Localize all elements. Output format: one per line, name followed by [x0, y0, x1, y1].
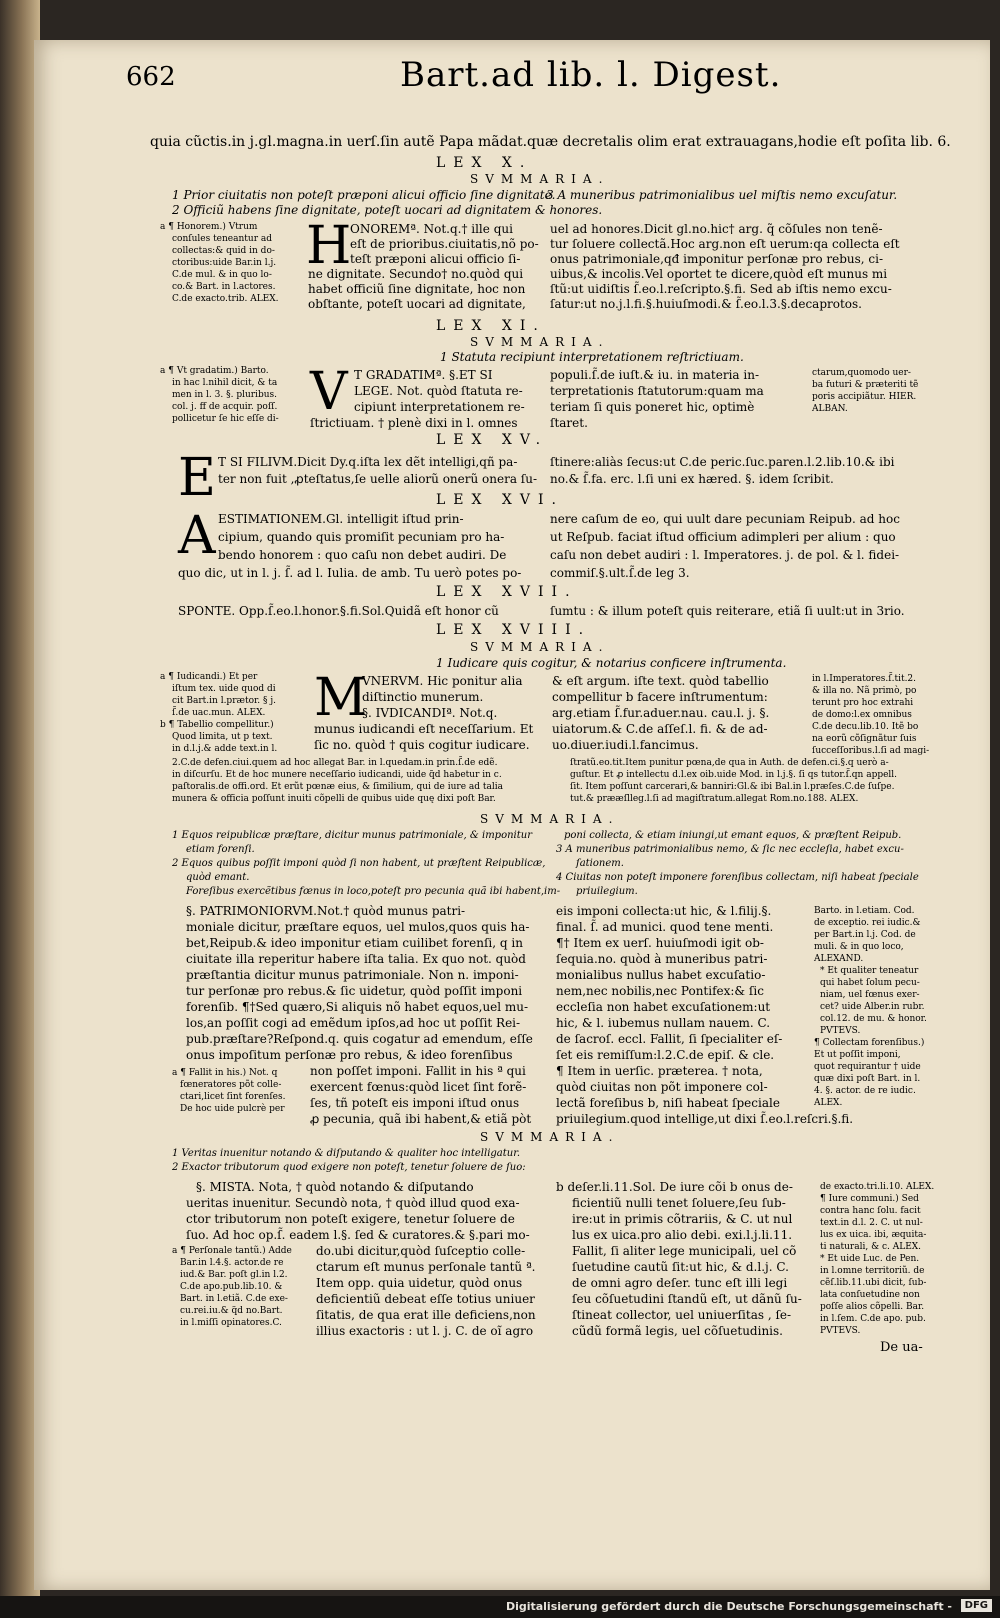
- text-line: quo dic, ut in l. j. ſ̃. ad l. Iulia. de amb. Tu uerò potes po-: [178, 566, 522, 580]
- gloss-line: a ¶ Honorem.) Vtrum: [160, 222, 258, 232]
- text-line: ESTIMATIONEM.Gl. intelligit iſtud prin-: [218, 512, 464, 526]
- text-line: præſtantia dicitur munus patrimoniale. Non n. imponi-: [186, 968, 519, 982]
- gloss-line: co.& Bart. in l.actores.: [172, 282, 276, 292]
- gloss-line: qui habet ſolum pecu-: [820, 978, 920, 988]
- text-line: ſuo. Ad hoc op.ſ̃. eadem l.§. ſed & curatores.& §.pari mo-: [186, 1228, 530, 1242]
- summary-item: priuilegium.: [576, 886, 638, 897]
- running-title: Bart.ad lib. l. Digest.: [400, 55, 782, 95]
- text-line: forenſib. ¶†Sed quæro,Si aliquis nõ habet equos,uel mu-: [186, 1000, 529, 1014]
- text-line: uo.diuer.iudi.l.fancimus.: [552, 738, 699, 752]
- gloss-line: ſucceſſoribus.l.ſi ad magi-: [812, 746, 930, 756]
- summary-item: 2 Equos quibus poſſit imponi quòd ſi non habent, ut præſtent Reipublicæ,: [172, 858, 546, 869]
- text-line: monialibus nullus habet excuſatio-: [556, 968, 766, 982]
- text-line: ſeu cõſuetudini ſtandũ eſt, ut dãnũ ſu-: [572, 1292, 802, 1306]
- gloss-line: ſ̃.de uac.mun. ALEX.: [172, 708, 266, 718]
- gloss-line: collectas:& quid in do-: [172, 246, 275, 256]
- gloss-line: contra hanc ſolu. facit: [820, 1206, 921, 1216]
- text-line: ne dignitate. Secundo† no.quòd qui: [308, 267, 524, 281]
- text-line: Fallit, ſi aliter lege municipali, uel cõ: [572, 1244, 797, 1258]
- text-line: compellitur b facere inſtrumentum:: [552, 690, 768, 704]
- gloss-line: De hoc uide pulcrè per: [180, 1104, 285, 1114]
- text-line: ſtineat collector, uel uniuerſitas , ſe-: [572, 1308, 792, 1322]
- text-line: Item opp. quia uidetur, quòd onus: [316, 1276, 523, 1290]
- page-number: 662: [126, 62, 176, 92]
- text-line: & eſt argum. iſte text. quòd tabellio: [552, 674, 769, 688]
- text-line: ſatur:ut no.j.l.fi.§.huiuſmodi.& ſ̃.eo.l.3.§.decaprotos.: [550, 297, 862, 311]
- summaria-heading: SVMMARIA.: [470, 172, 610, 186]
- gloss-line: C.de exacto.trib. ALEX.: [172, 294, 279, 304]
- text-line: §. IVDICANDIª. Not.q.: [362, 706, 498, 720]
- text-line: ſet eis remiſſum:l.2.C.de epiſ. & cle.: [556, 1048, 775, 1062]
- drop-initial: V: [310, 362, 348, 422]
- gloss-line: col.12. de mu. & honor.: [820, 1014, 927, 1024]
- summaria-heading: SVMMARIA.: [480, 1130, 620, 1144]
- text-line: ſuetudine cautũ ſit:ut hic, & d.l.j. C.: [572, 1260, 789, 1274]
- summary-item: 3 A muneribus patrimonialibus nemo, & ſic nec eccleſia, habet excu-: [556, 844, 904, 855]
- text-line: hic, & l. iubemus nullam nauem. C.: [556, 1016, 771, 1030]
- text-line: nem,nec nobilis,nec Pontifex:& ſic: [556, 984, 764, 998]
- text-line: bet,Reipub.& ideo imponitur etiam cuilibet forenſi, q in: [186, 936, 523, 950]
- footer-credit: Digitalisierung gefördert durch die Deutsche Forschungsgemeinschaft -: [505, 1600, 952, 1613]
- text-line: eſt de prioribus.ciuitatis,nõ po-: [350, 237, 539, 251]
- summary-item: 1 Statuta recipiunt interpretationem reſtrictiuam.: [440, 350, 744, 364]
- text-line: ſitatis, de qua erat ille deficiens,non: [316, 1308, 536, 1322]
- text-line: cipium, quando quis promiſit pecuniam pro ha-: [218, 530, 505, 544]
- gloss-line: men in l. 3. §. pluribus.: [172, 390, 277, 400]
- text-line: ONOREMª. Not.q.† ille qui: [350, 222, 513, 236]
- gloss-line: cet? uide Alber.in rubr.: [820, 1002, 925, 1012]
- lex-heading: LEX XI.: [436, 318, 546, 334]
- text-line: ter non fuit ,ꝓteſtatus,ſe uelle aliorũ onerũ onera ſu-: [218, 472, 538, 486]
- gloss-line: cẽſ.lib.11.ubi dicit, ſub-: [820, 1278, 927, 1288]
- gloss-line: ctarum,quomodo uer-: [812, 368, 911, 378]
- gloss-line: in l.omne territoriũ. de: [820, 1266, 925, 1276]
- gloss-line: Quod limita, ut p text.: [172, 732, 273, 742]
- gloss-line: ALEX.: [814, 1098, 843, 1108]
- summary-item: Foreſibus exercẽtibus fœnus in loco,poteſt pro pecunia quã ibi habent,im-: [186, 886, 561, 897]
- gloss-line: conſules teneantur ad: [172, 234, 272, 244]
- text-line: ut Reſpub. faciat iſtud officium adimpleri per alium : quo: [550, 530, 896, 544]
- gloss-line: muli. & in quo loco,: [814, 942, 904, 952]
- text-line: nere caſum de eo, qui uult dare pecuniam Reipub. ad hoc: [550, 512, 900, 526]
- gloss-line: ſtratũ.eo.tit.Item punitur pœna,de qua in Auth. de defen.ci.§.q uerò a-: [570, 758, 889, 768]
- top-line: quia cũctis.in j.gl.magna.in uerſ.ſin autẽ Papa mãdat.quæ decretalis olim erat extrauagans,hodie eſt poſita lib. 6.: [150, 134, 951, 150]
- text-line: arg.etiam ſ̃.fur.aduer.nau. cau.l. j. §.: [552, 706, 770, 720]
- summary-item: 4 Ciuitas non poteſt imponere forenſibus collectam, niſi habeat ſpeciale: [556, 872, 919, 883]
- gloss-line: ctoribus:uide Bar.in l.j.: [172, 258, 277, 268]
- gloss-line: ba futuri & præteriti tẽ: [812, 380, 919, 390]
- summary-item: 1 Iudicare quis cogitur, & notarius conficere inſtrumenta.: [436, 656, 787, 670]
- gloss-line: na eorũ cõſignãtur ſuis: [812, 734, 917, 744]
- gloss-line: ¶ Iure communi.) Sed: [820, 1194, 919, 1204]
- gloss-line: iſtum tex. uide quod di: [172, 684, 276, 694]
- gloss-line: ALEXAND.: [814, 954, 864, 964]
- text-line: ꝓ pecunia, quã ibi habent,& etiã pòt: [310, 1112, 532, 1126]
- gloss-line: de exacto.tri.li.10. ALEX.: [820, 1182, 935, 1192]
- text-line: diſtinctio munerum.: [362, 690, 484, 704]
- gloss-line: ti naturali, & c. ALEX.: [820, 1242, 922, 1252]
- gloss-line: cu.rei.iu.& q̃d no.Bart.: [180, 1306, 283, 1316]
- gloss-line: in l.miſſi opinatores.C.: [180, 1318, 282, 1328]
- summaria-heading: SVMMARIA.: [470, 640, 610, 654]
- gloss-line: ALBAN.: [812, 404, 848, 414]
- gloss-line: quæ dixi poſt Bart. in l.: [814, 1074, 921, 1084]
- text-line: onus patrimoniale,qđ imponitur perſonæ pro rebus, ci-: [550, 252, 884, 266]
- drop-initial: E: [178, 448, 216, 508]
- gloss-line: pollicetur ſe hic eſſe di-: [172, 414, 279, 424]
- text-line: deficientiũ debeat eſſe totius uniuer: [316, 1292, 535, 1306]
- text-line: de omni agro deſer. tunc eſt illi legi: [572, 1276, 788, 1290]
- text-line: eis imponi collecta:ut hic, & l.filij.§.: [556, 904, 772, 918]
- gloss-line: poſſe alios cõpelli. Bar.: [820, 1302, 925, 1312]
- text-line: populi.ſ̃.de iuſt.& iu. in materia in-: [550, 368, 759, 382]
- gloss-line: Bar.in l.4.§. actor.de re: [180, 1258, 284, 1268]
- text-line: uiatorum.& C.de aſſeſ.l. fi. & de ad-: [552, 722, 768, 736]
- gloss-line: ¶ Collectam forenſibus.): [814, 1038, 925, 1048]
- text-line: terpretationis ſtatutorum:quam ma: [550, 384, 764, 398]
- text-line: ctarum eſt munus perſonale tantũ ª.: [316, 1260, 536, 1274]
- gloss-line: C.de decu.lib.10. Itẽ bo: [812, 722, 919, 732]
- summary-item: etiam forenſi.: [186, 844, 255, 855]
- text-line: ſtrictiuam. † plenè dixi in l. omnes: [310, 416, 518, 430]
- gloss-line: a ¶ Iudicandi.) Et per: [160, 672, 258, 682]
- text-line: lectã foreſibus b, niſi habeat ſpeciale: [556, 1096, 780, 1110]
- text-line: exercent fœnus:quòd licet ſint forẽ-: [310, 1080, 527, 1094]
- text-line: ſtaret.: [550, 416, 588, 430]
- text-line: VNERVM. Hic ponitur alia: [362, 674, 523, 688]
- summary-item: 1 Veritas inuenitur notando & diſputando & qualiter hoc intelligatur.: [172, 1148, 521, 1159]
- gloss-line: de exceptio. rei iudic.&: [814, 918, 921, 928]
- text-line: lus ex uica.pro alio debi. exi.l.j.li.11.: [572, 1228, 793, 1242]
- text-line: ſtinere:aliàs ſecus:ut C.de peric.ſuc.paren.l.2.lib.10.& ibi: [550, 455, 895, 469]
- summary-item: ſationem.: [576, 858, 624, 869]
- gloss-line: niam, uel fœnus exer-: [820, 990, 920, 1000]
- text-line: ficientiũ nulli tenet ſoluere,ſeu ſub-: [572, 1196, 786, 1210]
- text-line: uel ad honores.Dicit gl.no.hic† arg. q̃ cõſules non tenẽ-: [550, 222, 883, 236]
- gloss-line: a ¶ Vt gradatim.) Barto.: [160, 366, 269, 376]
- text-line: cipiunt interpretationem re-: [354, 400, 525, 414]
- text-line: eccleſia non habet excuſationem:ut: [556, 1000, 771, 1014]
- gloss-line: quot requirantur † uide: [814, 1062, 921, 1072]
- text-line: onus impoſitum perſonæ pro rebus, & ideo forenſibus: [186, 1048, 513, 1062]
- gloss-line: in d.l.j.& adde text.in l.: [172, 744, 278, 754]
- summary-item: poni collecta, & etiam iniungi,ut emant equos, & præſtent Reipub.: [564, 830, 902, 841]
- lex-heading: LEX XVI.: [436, 492, 564, 508]
- gloss-line: PVTEVS.: [820, 1026, 861, 1036]
- gloss-line: C.de mul. & in quo lo-: [172, 270, 272, 280]
- gloss-line: tut.& prææſlleg.l.ſi ad magiſtratum.allegat Rom.no.188. ALEX.: [570, 794, 859, 804]
- gloss-line: Et ut poſſit imponi,: [814, 1050, 901, 1060]
- text-line: uibus,& incolis.Vel oportet te dicere,quòd eſt munus mi: [550, 267, 888, 281]
- gloss-line: 4. §. actor. de re iudic.: [814, 1086, 916, 1096]
- text-line: cũdũ formã legis, uel cõſuetudinis.: [572, 1324, 783, 1338]
- text-line: T GRADATIMª. §.ET SI: [354, 368, 493, 382]
- gloss-line: PVTEVS.: [820, 1326, 861, 1336]
- catchword: De ua-: [880, 1340, 923, 1355]
- text-line: bendo honorem : quo caſu non debet audiri. De: [218, 548, 507, 562]
- text-line: ueritas inuenitur. Secundò nota, † quòd illud quod exa-: [186, 1196, 520, 1210]
- text-line: ¶ Item in uerſic. præterea. † nota,: [556, 1064, 763, 1078]
- text-line: §. MISTA. Nota, † quòd notando & diſputando: [196, 1180, 474, 1194]
- summaria-heading: SVMMARIA.: [480, 812, 620, 826]
- summary-item: 3 A muneribus patrimonialibus uel miſtis nemo excuſatur.: [546, 188, 898, 202]
- text-line: moniale dicitur, præſtare equos, uel mulos,quos quis ha-: [186, 920, 530, 934]
- drop-initial: A: [178, 506, 216, 566]
- text-line: T SI FILIVM.Dicit Dy.q.iſta lex dẽt intelligi,qñ pa-: [218, 455, 518, 469]
- text-line: non poſſet imponi. Fallit in his ª qui: [310, 1064, 526, 1078]
- gloss-line: col. j. ff de acquir. poſſ.: [172, 402, 278, 412]
- text-line: ſtũ:ut uidiſtis ſ̃.eo.l.reſcripto.§.fi. Sed ab iſtis nemo excu-: [550, 282, 892, 296]
- text-line: los,an poſſit cogi ad emẽdum ipſos,ad hoc ut poſſit Rei-: [186, 1016, 521, 1030]
- lex-heading: LEX XVII.: [436, 584, 578, 600]
- text-line: teriam ſi quis poneret hic, optimè: [550, 400, 755, 414]
- gloss-line: a ¶ Fallit in his.) Not. q: [172, 1068, 278, 1078]
- text-line: LEGE. Not. quòd ſtatuta re-: [354, 384, 523, 398]
- text-line: b deſer.li.11.Sol. De iure cõi b onus de-: [556, 1180, 793, 1194]
- gloss-line: de domo:l.ex omnibus: [812, 710, 912, 720]
- text-line: illius exactoris : ut l. j. C. de oĩ agro: [316, 1324, 534, 1338]
- text-line: final. ſ̃. ad munici. quod tene menti.: [556, 920, 774, 934]
- summary-item: quòd emant.: [186, 872, 250, 883]
- lex-heading: LEX XV.: [436, 432, 549, 448]
- summary-item: 1 Equos reipublicæ præſtare, dicitur munus patrimoniale, & imponitur: [172, 830, 532, 841]
- text-line: ciuitate illa reperitur habere iſta talia. Ex quo not. quòd: [186, 952, 526, 966]
- gloss-line: ctari,licet ſint forenſes.: [180, 1092, 286, 1102]
- gloss-line: lata conſuetudine non: [820, 1290, 920, 1300]
- gloss-line: terunt pro hoc extrahi: [812, 698, 914, 708]
- text-line: tur ſoluere collectã.Hoc arg.non eſt uerum:qa collecta eſt: [550, 237, 900, 251]
- gloss-line: paſtoralis.de offi.ord. Et erũt pœnæ eius, & ſimilium, qui de iure ad talia: [172, 782, 503, 792]
- text-line: caſu non debet audiri : l. Imperatores. j. de pol. & l. fidei-: [550, 548, 900, 562]
- gloss-line: Barto. in l.etiam. Cod.: [814, 906, 915, 916]
- gloss-line: in l.Imperatores.ſ̃.tit.2.: [812, 674, 917, 684]
- text-line: SPONTE. Opp.ſ̃.eo.l.honor.§.fi.Sol.Quidã eſt honor cũ: [178, 604, 499, 618]
- text-line: pub.præſtare?Reſpond.q. quis cogatur ad emendum, eſſe: [186, 1032, 533, 1046]
- text-line: ſumtu : & illum poteſt quis reiterare, etiã ſi uult:ut in 3rio.: [550, 604, 905, 618]
- gloss-line: per Bart.in l.j. Cod. de: [814, 930, 916, 940]
- gloss-line: iud.& Bar. poſt gl.in l.2.: [180, 1270, 288, 1280]
- summary-item: 2 Exactor tributorum quod exigere non poteſt, tenetur ſoluere de ſuo:: [172, 1162, 526, 1173]
- gloss-line: in diſcurſu. Et de hoc munere neceſſario iudicandi, uide q̃d habetur in c.: [172, 770, 502, 780]
- gloss-line: ſit. Item poſſunt carcerari,& banniri:Gl.& ibi Bal.in l.præſes.C.de ſuſpe.: [570, 782, 895, 792]
- gloss-line: guſtur. Et ꝓ intellectu d.l.ex oib.uide Mod. in l.j.§. ſi qs tutor.ſ̃.qn appell.: [570, 770, 898, 780]
- text-line: habet officiũ ſine dignitate, hoc non: [308, 282, 526, 296]
- text-line: commiſ.§.ult.ſ̃.de leg 3.: [550, 566, 690, 580]
- drop-initial: H: [306, 216, 352, 276]
- text-line: no.& ſ̃.fa. erc. l.ſi uni ex hæred. §. idem ſcribit.: [550, 472, 834, 486]
- gloss-line: lus ex uica. ibi, æquita-: [820, 1230, 927, 1240]
- gloss-line: fœneratores põt colle-: [180, 1080, 282, 1090]
- text-line: quòd ciuitas non põt imponere col-: [556, 1080, 768, 1094]
- gloss-line: cit Bart.in l.prætor. § j.: [172, 696, 277, 706]
- text-line: priuilegium.quod intellige,ut dixi ſ̃.eo.l.reſcri.§.fi.: [556, 1112, 854, 1126]
- lex-heading: LEX X.: [436, 155, 533, 171]
- gloss-line: C.de apo.pub.lib.10. &: [180, 1282, 283, 1292]
- text-line: do.ubi dicitur,quòd ſuſceptio colle-: [316, 1244, 526, 1258]
- text-line: ire:ut in primis cõtrariis, & C. ut nul: [572, 1212, 793, 1226]
- gloss-line: * Et uide Luc. de Pen.: [820, 1254, 920, 1264]
- text-line: de ſacroſ. eccl. Fallit, ſi ſpecialiter eſ-: [556, 1032, 783, 1046]
- text-line: §. PATRIMONIORVM.Not.† quòd munus patri-: [186, 904, 466, 918]
- gloss-line: * Et qualiter teneatur: [820, 966, 919, 976]
- gloss-line: text.in d.l. 2. C. ut nul-: [820, 1218, 923, 1228]
- text-line: teſt præponi alicui officio ſi-: [350, 252, 521, 266]
- text-line: ſes, tñ poteſt eis imponi iſtud onus: [310, 1096, 520, 1110]
- lex-heading: LEX XVIII.: [436, 622, 592, 638]
- gloss-line: munera & officia poſſunt inuiti cõpelli de quibus uide quę dixi poſt Bar.: [172, 794, 496, 804]
- summary-item: 1 Prior ciuitatis non poteſt præponi alicui officio ſine dignitate.: [172, 188, 556, 202]
- text-line: munus iudicandi eſt neceſſarium. Et: [314, 722, 534, 736]
- text-line: ¶† Item ex uerſ. huiuſmodi igit ob-: [556, 936, 764, 950]
- gloss-line: 2.C.de defen.ciui.quem ad hoc allegat Bar. in l.quedam.in prin.ſ̃.de edẽ.: [172, 758, 498, 768]
- summary-item: 2 Officiũ habens ſine dignitate, poteſt uocari ad dignitatem & honores.: [172, 203, 603, 217]
- text-line: tur perſonæ pro rebus.& ſic uidetur, quòd poſſit imponi: [186, 984, 523, 998]
- gloss-line: poris accipiãtur. HIER.: [812, 392, 917, 402]
- gloss-line: in hac l.nihil dicit, & ta: [172, 378, 278, 388]
- dfg-logo: DFG: [961, 1599, 992, 1612]
- text-line: obſtante, poteſt uocari ad dignitate,: [308, 297, 526, 311]
- gloss-line: in l.ſem. C.de apo. pub.: [820, 1314, 926, 1324]
- gloss-line: a ¶ Perſonale tantũ.) Adde: [172, 1246, 292, 1256]
- text-line: ſequia.no. quòd à muneribus patri-: [556, 952, 768, 966]
- drop-initial: M: [314, 668, 368, 728]
- gloss-line: b ¶ Tabellio compellitur.): [160, 720, 274, 730]
- summaria-heading: SVMMARIA.: [470, 335, 610, 349]
- text-line: ſic no. quòd † quis cogitur iudicare.: [314, 738, 530, 752]
- text-line: ctor tributorum non poteſt exigere, tenetur ſoluere de: [186, 1212, 515, 1226]
- gloss-line: Bart. in l.etiã. C.de exe-: [180, 1294, 288, 1304]
- gloss-line: & illa no. Nã primò, po: [812, 686, 917, 696]
